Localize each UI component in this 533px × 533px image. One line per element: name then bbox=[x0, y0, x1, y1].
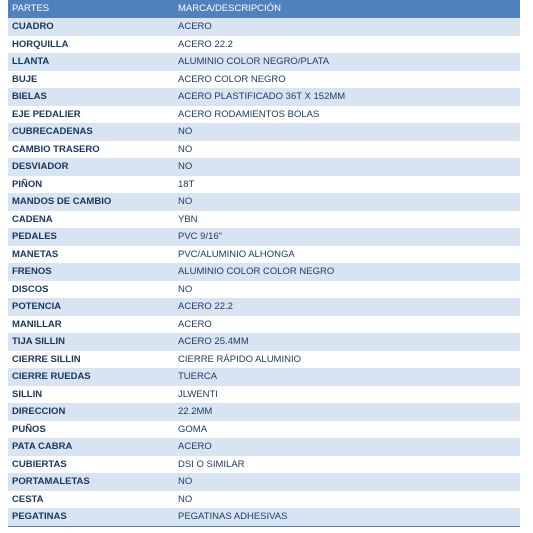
table-row bbox=[8, 508, 520, 526]
table-row bbox=[8, 228, 520, 246]
part-description-cell: NO bbox=[174, 281, 520, 299]
table-row bbox=[8, 158, 520, 176]
table-row bbox=[8, 246, 520, 264]
part-name-cell: CAMBIO TRASERO bbox=[8, 141, 174, 159]
part-description-cell: NO bbox=[174, 193, 520, 211]
part-description-cell: ACERO bbox=[174, 18, 520, 36]
part-description-cell: NO bbox=[174, 158, 520, 176]
part-description-cell: ACERO PLASTIFICADO 36T X 152MM bbox=[174, 88, 520, 106]
table-row bbox=[8, 368, 520, 386]
table-row bbox=[8, 36, 520, 54]
table-header bbox=[8, 0, 520, 18]
table-row bbox=[8, 211, 520, 229]
part-name-cell: CESTA bbox=[8, 491, 174, 509]
table-row bbox=[8, 298, 520, 316]
table-row bbox=[8, 386, 520, 404]
header-partes: PARTES bbox=[8, 0, 174, 18]
part-name-cell: PEDALES bbox=[8, 228, 174, 246]
part-description-cell: NO bbox=[174, 141, 520, 159]
table-row bbox=[8, 421, 520, 439]
part-name-cell: HORQUILLA bbox=[8, 36, 174, 54]
table-row bbox=[8, 316, 520, 334]
table-body bbox=[8, 18, 520, 526]
table-row bbox=[8, 438, 520, 456]
table-row bbox=[8, 351, 520, 369]
part-description-cell: ACERO bbox=[174, 438, 520, 456]
header-row bbox=[8, 0, 520, 18]
part-description-cell: NO bbox=[174, 123, 520, 141]
part-description-cell: TUERCA bbox=[174, 368, 520, 386]
part-description-cell: ALUMINIO COLOR COLOR NEGRO bbox=[174, 263, 520, 281]
part-name-cell: CUBIERTAS bbox=[8, 456, 174, 474]
table-row bbox=[8, 333, 520, 351]
part-name-cell: MANETAS bbox=[8, 246, 174, 264]
table-row bbox=[8, 403, 520, 421]
part-description-cell: ACERO 25.4MM bbox=[174, 333, 520, 351]
part-name-cell: DISCOS bbox=[8, 281, 174, 299]
part-name-cell: CUBRECADENAS bbox=[8, 123, 174, 141]
table-row bbox=[8, 456, 520, 474]
part-name-cell: FRENOS bbox=[8, 263, 174, 281]
table-row bbox=[8, 281, 520, 299]
part-name-cell: POTENCIA bbox=[8, 298, 174, 316]
part-name-cell: DESVIADOR bbox=[8, 158, 174, 176]
part-name-cell: BUJE bbox=[8, 71, 174, 89]
table-row bbox=[8, 193, 520, 211]
part-description-cell: PVC/ALUMINIO ALHONGA bbox=[174, 246, 520, 264]
part-description-cell: ACERO COLOR NEGRO bbox=[174, 71, 520, 89]
table-row bbox=[8, 141, 520, 159]
part-name-cell: CUADRO bbox=[8, 18, 174, 36]
table-row bbox=[8, 123, 520, 141]
part-description-cell: ACERO bbox=[174, 316, 520, 334]
part-description-cell: GOMA bbox=[174, 421, 520, 439]
part-name-cell: MANDOS DE CAMBIO bbox=[8, 193, 174, 211]
part-description-cell: ACERO 22.2 bbox=[174, 36, 520, 54]
part-name-cell: PEGATINAS bbox=[8, 508, 174, 526]
part-description-cell: ACERO 22.2 bbox=[174, 298, 520, 316]
header-descripcion: MARCA/DESCRIPCIÓN bbox=[174, 0, 520, 18]
part-name-cell: MANILLAR bbox=[8, 316, 174, 334]
part-name-cell: PUÑOS bbox=[8, 421, 174, 439]
part-description-cell: PEGATINAS ADHESIVAS bbox=[174, 508, 520, 526]
table-row bbox=[8, 53, 520, 71]
part-description-cell: CIERRE RÁPIDO ALUMINIO bbox=[174, 351, 520, 369]
part-name-cell: PATA CABRA bbox=[8, 438, 174, 456]
part-name-cell: BIELAS bbox=[8, 88, 174, 106]
table-row bbox=[8, 176, 520, 194]
table-row bbox=[8, 263, 520, 281]
table-row bbox=[8, 18, 520, 36]
part-name-cell: CIERRE RUEDAS bbox=[8, 368, 174, 386]
part-name-cell: CIERRE SILLIN bbox=[8, 351, 174, 369]
table-row bbox=[8, 71, 520, 89]
part-name-cell: PORTAMALETAS bbox=[8, 473, 174, 491]
part-description-cell: ACERO RODAMIENTOS BOLAS bbox=[174, 106, 520, 124]
part-name-cell: PIÑON bbox=[8, 176, 174, 194]
part-name-cell: TIJA SILLIN bbox=[8, 333, 174, 351]
part-description-cell: YBN bbox=[174, 211, 520, 229]
part-description-cell: NO bbox=[174, 473, 520, 491]
part-description-cell: PVC 9/16" bbox=[174, 228, 520, 246]
part-description-cell: DSI O SIMILAR bbox=[174, 456, 520, 474]
part-name-cell: SILLIN bbox=[8, 386, 174, 404]
part-description-cell: ALUMINIO COLOR NEGRO/PLATA bbox=[174, 53, 520, 71]
part-name-cell: EJE PEDALIER bbox=[8, 106, 174, 124]
part-name-cell: DIRECCION bbox=[8, 403, 174, 421]
part-description-cell: 18T bbox=[174, 176, 520, 194]
table-row bbox=[8, 491, 520, 509]
spec-table bbox=[8, 0, 520, 527]
table-row bbox=[8, 106, 520, 124]
table-row bbox=[8, 88, 520, 106]
part-description-cell: NO bbox=[174, 491, 520, 509]
part-name-cell: LLANTA bbox=[8, 53, 174, 71]
table-row bbox=[8, 473, 520, 491]
part-description-cell: 22.2MM bbox=[174, 403, 520, 421]
part-description-cell: JLWENTI bbox=[174, 386, 520, 404]
part-name-cell: CADENA bbox=[8, 211, 174, 229]
